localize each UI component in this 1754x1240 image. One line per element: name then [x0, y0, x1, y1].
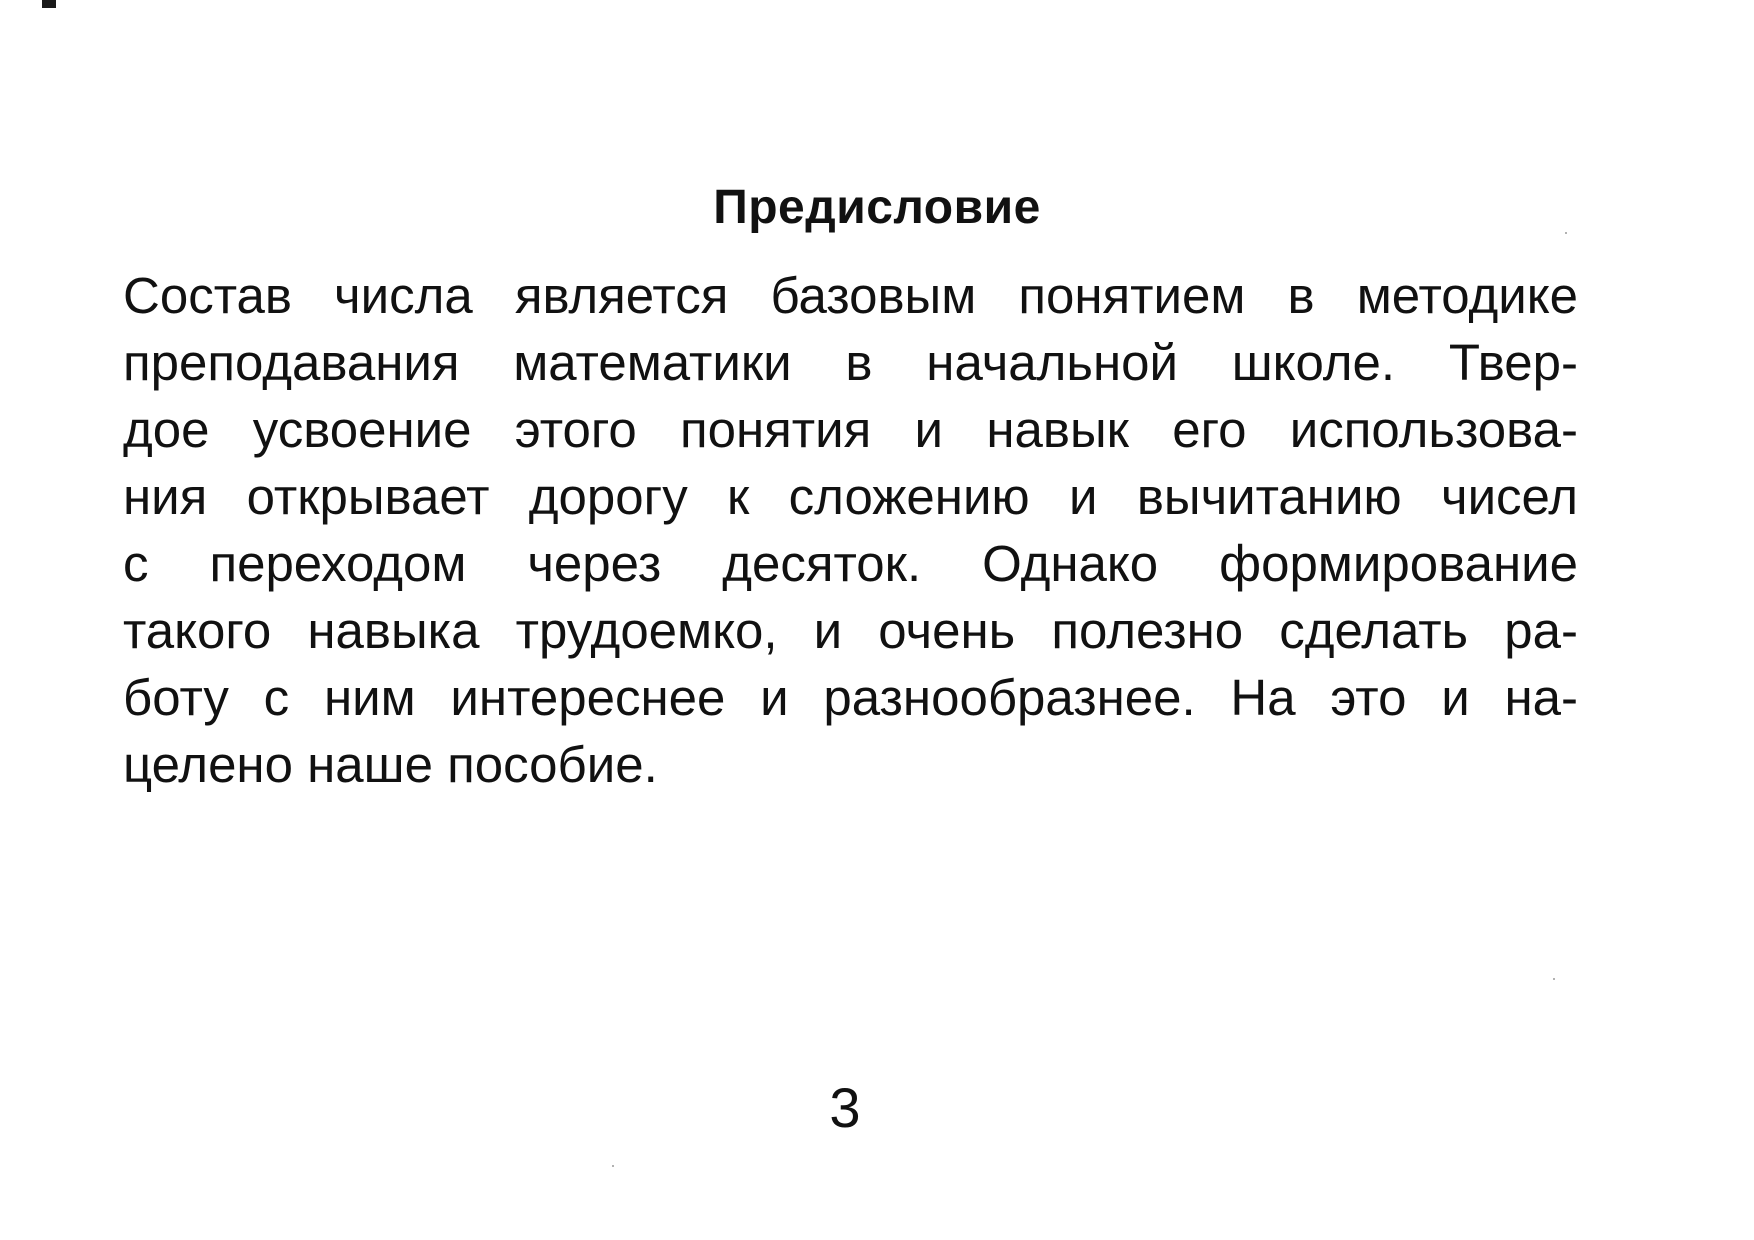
- scan-speck: [612, 1165, 614, 1167]
- paragraph-line: Состав числа является базовым понятием в методике: [123, 267, 1578, 324]
- paragraph-line: такого навыка трудоемко, и очень полезно сделать ра-: [123, 602, 1578, 659]
- scan-corner-mark: [42, 0, 56, 8]
- scan-speck: [1553, 978, 1555, 980]
- preface-heading: Предисловие: [713, 181, 1041, 234]
- paragraph-line: преподавания математики в начальной школе. Твер-: [123, 334, 1578, 391]
- paragraph-line: с переходом через десяток. Однако формирование: [123, 535, 1578, 592]
- paragraph-line: целено наше пособие.: [123, 736, 658, 793]
- paragraph-line: ния открывает дорогу к сложению и вычитанию чисел: [123, 468, 1578, 525]
- preface-paragraph: [123, 262, 1578, 798]
- page-number: 3: [829, 1076, 861, 1139]
- scan-speck: [1565, 232, 1567, 234]
- paragraph-line: дое усвоение этого понятия и навык его использова-: [123, 401, 1578, 458]
- paragraph-line: боту с ним интереснее и разнообразнее. На это и на-: [123, 669, 1578, 726]
